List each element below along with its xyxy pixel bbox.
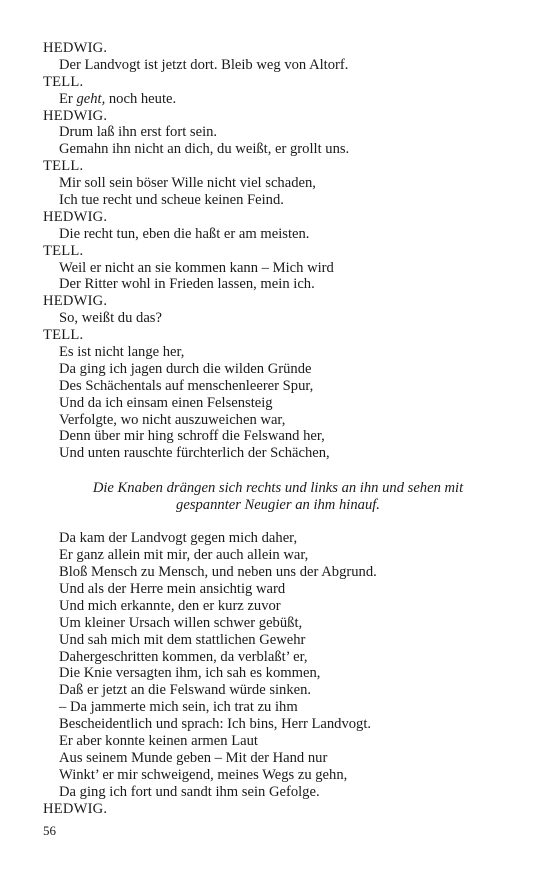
verse-line: So, weißt du das? bbox=[59, 310, 162, 327]
verse-line: Drum laß ihn erst fort sein. bbox=[59, 124, 218, 141]
verse-line: Es ist nicht lange her, bbox=[59, 344, 185, 361]
speaker-name: HEDWIG. bbox=[43, 40, 108, 56]
verse-line: Da kam der Landvogt gegen mich daher, bbox=[59, 530, 298, 547]
speaker-name: HEDWIG. bbox=[43, 800, 108, 817]
dialogue-block-1 bbox=[43, 40, 513, 462]
verse-line: Da ging ich fort und sandt ihm sein Gefolge. bbox=[59, 783, 320, 800]
verse-line: Und mich erkannte, den er kurz zuvor bbox=[59, 597, 281, 614]
dialogue-block-2 bbox=[43, 530, 513, 817]
verse-line: Der Landvogt ist jetzt dort. Bleib weg von Altorf. bbox=[59, 56, 349, 73]
verse-line: Und sah mich mit dem stattlichen Gewehr bbox=[59, 631, 306, 648]
emphasized-word: geht, bbox=[76, 90, 106, 107]
verse-line: Und da ich einsam einen Felsensteig bbox=[59, 394, 273, 411]
verse-line: Winkt’ er mir schweigend, meines Wegs zu gehn, bbox=[59, 766, 348, 783]
verse-line: Er aber konnte keinen armen Laut bbox=[59, 732, 258, 749]
verse-line: Daß er jetzt an die Felswand würde sinken. bbox=[59, 682, 312, 699]
verse-line: Mir soll sein böser Wille nicht viel schaden, bbox=[59, 175, 316, 192]
verse-fragment: Er bbox=[59, 90, 77, 107]
speaker-name: TELL. bbox=[43, 158, 84, 175]
speaker-name: TELL. bbox=[43, 242, 84, 259]
verse-line bbox=[43, 91, 513, 108]
stage-direction-line: gespannter Neugier an ihm hinauf. bbox=[176, 497, 380, 514]
verse-line: Um kleiner Ursach willen schwer gebüßt, bbox=[59, 614, 303, 631]
verse-line: Verfolgte, wo nicht auszuweichen war, bbox=[59, 411, 286, 428]
verse-line: Weil er nicht an sie kommen kann – Mich wird bbox=[59, 259, 334, 276]
speaker-name: HEDWIG. bbox=[43, 293, 108, 310]
speaker-name: TELL. bbox=[43, 73, 84, 90]
stage-direction bbox=[43, 480, 513, 514]
verse-line: Da ging ich jagen durch die wilden Gründe bbox=[59, 360, 312, 377]
verse-line: Bescheidentlich und sprach: Ich bins, Herr Landvogt. bbox=[59, 716, 372, 733]
verse-line: Denn über mir hing schroff die Felswand her, bbox=[59, 428, 325, 445]
page-number: 56 bbox=[43, 823, 56, 838]
verse-line: Des Schächentals auf menschenleerer Spur, bbox=[59, 377, 314, 394]
stage-direction-line: Die Knaben drängen sich rechts und links an ihn und sehen mit bbox=[92, 480, 464, 497]
verse-line: Die recht tun, eben die haßt er am meisten. bbox=[59, 225, 310, 242]
verse-line: Ich tue recht und scheue keinen Feind. bbox=[59, 192, 284, 209]
play-text bbox=[43, 40, 513, 817]
verse-line: – Da jammerte mich sein, ich trat zu ihm bbox=[59, 699, 298, 716]
verse-fragment: noch heute. bbox=[105, 90, 177, 107]
verse-line: Und unten rauschte fürchterlich der Schächen, bbox=[59, 445, 330, 462]
verse-line: Und als der Herre mein ansichtig ward bbox=[59, 580, 286, 597]
verse-line: Die Knie versagten ihm, ich sah es kommen, bbox=[59, 665, 321, 682]
verse-line: Dahergeschritten kommen, da verblaßt’ er, bbox=[59, 648, 308, 665]
speaker-name: HEDWIG. bbox=[43, 107, 108, 124]
verse-line: Aus seinem Munde geben – Mit der Hand nur bbox=[59, 749, 328, 766]
verse-line: Gemahn ihn nicht an dich, du weißt, er grollt uns. bbox=[59, 141, 350, 158]
verse-line: Er ganz allein mit mir, der auch allein war, bbox=[59, 547, 309, 564]
speaker-name: HEDWIG. bbox=[43, 208, 108, 225]
verse-line: Bloß Mensch zu Mensch, und neben uns der Abgrund. bbox=[59, 564, 377, 581]
verse-line: Der Ritter wohl in Frieden lassen, mein ich. bbox=[59, 276, 315, 293]
speaker-name: TELL. bbox=[43, 327, 84, 344]
